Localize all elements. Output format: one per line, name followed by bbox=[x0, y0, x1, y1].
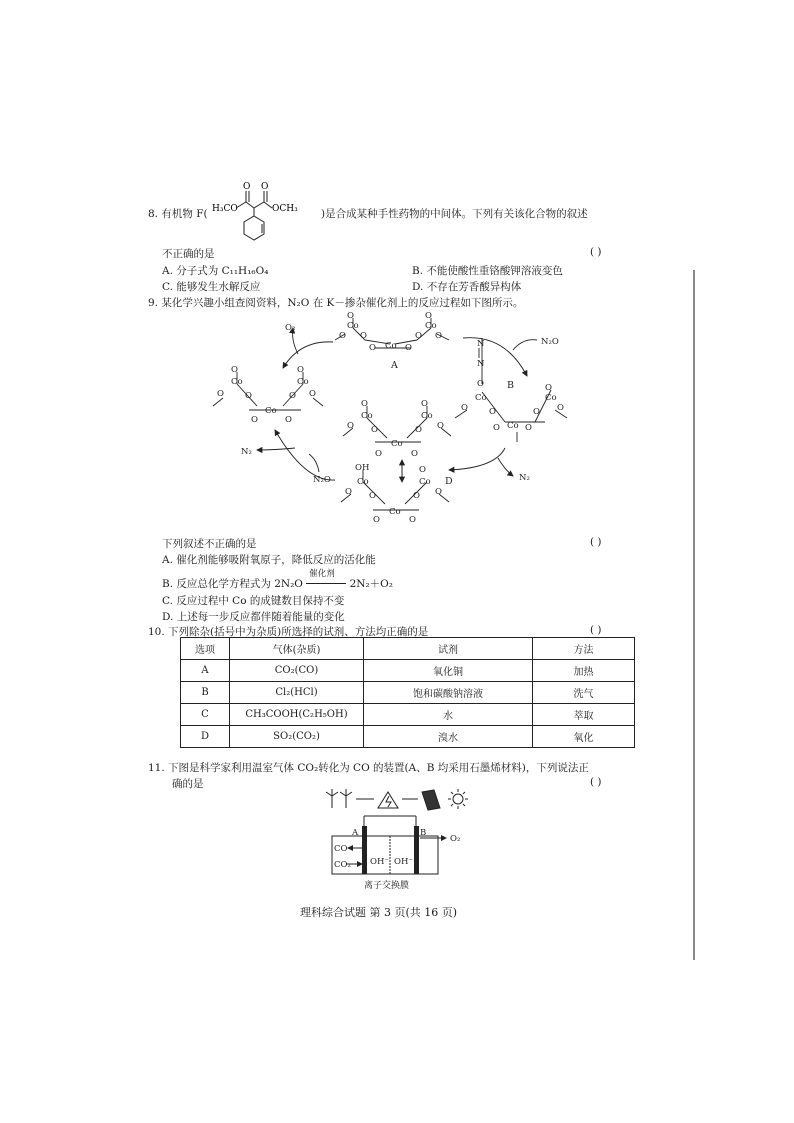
q9-arrow-n2-right bbox=[498, 458, 513, 476]
svg-text:O: O bbox=[525, 423, 532, 433]
svg-text:O: O bbox=[347, 311, 354, 321]
svg-text:O: O bbox=[375, 449, 382, 459]
svg-text:O: O bbox=[405, 343, 412, 353]
svg-text:O: O bbox=[369, 343, 376, 353]
co2-label: CO₂ bbox=[334, 860, 351, 870]
svg-text:O: O bbox=[371, 425, 378, 435]
svg-text:O: O bbox=[361, 399, 368, 409]
q9-arrow-n2-left bbox=[257, 448, 295, 450]
q9-n2o-bottom-label: N₂O bbox=[313, 475, 331, 485]
q9-option-b bbox=[162, 569, 394, 591]
q9-label-d: D bbox=[445, 476, 453, 487]
svg-text:Co: Co bbox=[419, 477, 431, 487]
q11-answer-paren: ( ) bbox=[590, 776, 602, 788]
svg-text:O: O bbox=[217, 389, 224, 399]
svg-text:O: O bbox=[369, 491, 376, 501]
svg-text:O: O bbox=[477, 379, 484, 389]
q8-left-group: H₃CO bbox=[212, 204, 238, 214]
oh-left-label: OH⁻ bbox=[370, 857, 389, 867]
q9-arrow-n2o-in bbox=[513, 340, 537, 350]
svg-text:O: O bbox=[297, 365, 304, 375]
q9-arrow-bottom-left bbox=[275, 430, 335, 480]
svg-text:O: O bbox=[413, 491, 420, 501]
header-reagent: 试剂 bbox=[364, 638, 533, 660]
svg-text:Co: Co bbox=[545, 393, 557, 403]
q8-option-b: B. 不能使酸性重铬酸钾溶液变色 bbox=[412, 265, 563, 277]
svg-text:Co: Co bbox=[391, 439, 403, 449]
q8-option-c: C. 能够发生水解反应 bbox=[162, 281, 261, 293]
q9-n2o-top-label: N₂O bbox=[541, 337, 559, 347]
q8-structure-diagram bbox=[206, 178, 321, 243]
q11-stem: 11. 下图是科学家利用温室气体 CO₂转化为 CO 的装置(A、B 均采用石墨烯材料)，下列说法正 bbox=[148, 762, 589, 774]
warning-power-icon bbox=[378, 792, 398, 808]
svg-text:Co: Co bbox=[389, 507, 401, 517]
svg-text:O: O bbox=[419, 465, 426, 475]
q8-option-d: D. 不存在芳香酸异构体 bbox=[412, 281, 522, 293]
header-option: 选项 bbox=[181, 638, 230, 660]
svg-text:O: O bbox=[437, 421, 444, 431]
svg-text:O: O bbox=[415, 425, 422, 435]
table-row: D SO₂(CO₂) 溴水 氧化 bbox=[181, 726, 635, 748]
svg-text:Co: Co bbox=[361, 411, 373, 421]
svg-text:O: O bbox=[360, 331, 367, 341]
svg-text:Co: Co bbox=[357, 477, 369, 487]
q9-catalyst-label: 催化剂 bbox=[309, 569, 335, 579]
svg-text:OH: OH bbox=[355, 463, 370, 473]
q9-option-b-pre: B. 反应总化学方程式为 2N₂O bbox=[162, 578, 303, 590]
header-method: 方法 bbox=[533, 638, 635, 660]
scan-edge-line bbox=[693, 270, 695, 960]
svg-text:O: O bbox=[231, 365, 238, 375]
q11-electrolysis-diagram bbox=[322, 786, 482, 894]
q10-options-table bbox=[180, 637, 635, 748]
svg-text:O: O bbox=[493, 423, 500, 433]
q9-label-a: A bbox=[391, 360, 398, 371]
q9-arrow-top-left bbox=[283, 342, 333, 368]
q9-option-d: D. 上述每一步反应都伴随着能量的变化 bbox=[162, 611, 345, 623]
q8-carbonyl-o-right: O bbox=[261, 182, 269, 192]
co-label: CO bbox=[334, 844, 348, 854]
svg-text:N: N bbox=[477, 359, 485, 369]
q9-n2-left-label: N₂ bbox=[241, 447, 252, 457]
svg-text:Co: Co bbox=[265, 406, 277, 416]
table-row: A CO₂(CO) 氧化铜 加热 bbox=[181, 660, 635, 682]
q9-cluster-center bbox=[343, 406, 451, 442]
q9-n2-right-label: N₂ bbox=[519, 473, 530, 483]
svg-text:O: O bbox=[411, 449, 418, 459]
table-row: C CH₃COOH(C₂H₅OH) 水 萃取 bbox=[181, 704, 635, 726]
svg-text:Co: Co bbox=[475, 393, 487, 403]
electrode-b bbox=[414, 826, 419, 874]
q8-stem-pre: 8. 有机物 F( bbox=[148, 208, 208, 220]
oh-right-label: OH⁻ bbox=[394, 857, 413, 867]
solar-panel-icon bbox=[422, 790, 440, 810]
q9-cluster-d bbox=[341, 470, 449, 510]
o2-label: O₂ bbox=[450, 834, 461, 844]
table-row: B Cl₂(HCl) 饱和碳酸钠溶液 洗气 bbox=[181, 682, 635, 704]
svg-text:Co: Co bbox=[347, 321, 359, 331]
q9-arrow-top-right bbox=[463, 338, 527, 376]
q9-label-b: B bbox=[507, 380, 514, 391]
svg-text:O: O bbox=[289, 391, 296, 401]
q11-line2: 确的是 bbox=[172, 778, 204, 790]
q9-o2-label: O₂ bbox=[285, 323, 296, 333]
svg-text:Co: Co bbox=[421, 411, 433, 421]
wind-turbine-icon bbox=[326, 789, 352, 808]
electrode-b-label: B bbox=[420, 828, 427, 838]
q8-right-group: OCH₃ bbox=[272, 204, 298, 214]
svg-text:Co: Co bbox=[507, 421, 519, 431]
svg-text:O: O bbox=[415, 331, 422, 341]
svg-text:O: O bbox=[409, 515, 416, 525]
membrane-label: 离子交换膜 bbox=[364, 881, 410, 891]
svg-text:Co: Co bbox=[385, 341, 397, 351]
svg-text:O: O bbox=[251, 415, 258, 425]
q9-option-b-post: 2N₂＋O₂ bbox=[349, 578, 394, 590]
svg-text:O: O bbox=[533, 407, 540, 417]
svg-text:O: O bbox=[339, 331, 346, 341]
svg-text:Co: Co bbox=[425, 321, 437, 331]
q8-stem-post: )是合成某种手性药物的中间体。下列有关该化合物的叙述 bbox=[321, 208, 588, 220]
page-footer: 理科综合试题 第 3 页(共 16 页) bbox=[300, 906, 458, 919]
header-gas: 气体(杂质) bbox=[230, 638, 364, 660]
q9-line2: 下列叙述不正确的是 bbox=[162, 538, 257, 550]
svg-text:O: O bbox=[489, 407, 496, 417]
q9-reaction-cycle-diagram bbox=[205, 310, 595, 532]
svg-text:O: O bbox=[557, 403, 564, 413]
svg-text:O: O bbox=[373, 515, 380, 525]
svg-text:O: O bbox=[245, 391, 252, 401]
electrode-a bbox=[362, 826, 367, 874]
q9-arrow-n2o-in-left bbox=[309, 454, 319, 472]
svg-text:Co: Co bbox=[297, 377, 309, 387]
svg-text:O: O bbox=[435, 487, 442, 497]
q8-answer-paren: ( ) bbox=[590, 246, 602, 258]
svg-text:N: N bbox=[477, 339, 485, 349]
q9-arrow-bottom-right bbox=[449, 448, 505, 470]
electrode-a-label: A bbox=[352, 828, 359, 838]
q9-option-c: C. 反应过程中 Co 的成键数目保持不变 bbox=[162, 595, 345, 607]
svg-text:O: O bbox=[425, 311, 432, 321]
q9-answer-paren: ( ) bbox=[590, 536, 602, 548]
svg-text:O: O bbox=[421, 399, 428, 409]
q10-stem: 10. 下列除杂(括号中为杂质)所选择的试剂、方法均正确的是 bbox=[148, 626, 429, 638]
svg-text:O: O bbox=[347, 421, 354, 431]
q10-answer-paren: ( ) bbox=[590, 624, 602, 636]
svg-text:O: O bbox=[285, 415, 292, 425]
q9-reaction-arrow bbox=[306, 569, 346, 589]
svg-text:Co: Co bbox=[231, 377, 243, 387]
svg-text:O: O bbox=[461, 403, 468, 413]
q9-option-a: A. 催化剂能够吸附氧原子，降低反应的活化能 bbox=[162, 554, 376, 566]
svg-text:O: O bbox=[309, 389, 316, 399]
q8-option-a: A. 分子式为 C₁₁H₁₆O₄ bbox=[162, 265, 269, 277]
q9-stem: 9. 某化学兴趣小组查阅资料，N₂O 在 K－掺杂催化剂上的反应过程如下图所示。 bbox=[148, 297, 524, 309]
table-header-row bbox=[181, 638, 635, 660]
q8-carbonyl-o-left: O bbox=[243, 182, 251, 192]
sun-icon bbox=[448, 789, 468, 809]
svg-text:O: O bbox=[345, 487, 352, 497]
svg-text:O: O bbox=[545, 383, 552, 393]
q8-line2: 不正确的是 bbox=[162, 248, 215, 260]
svg-text:O: O bbox=[435, 331, 442, 341]
